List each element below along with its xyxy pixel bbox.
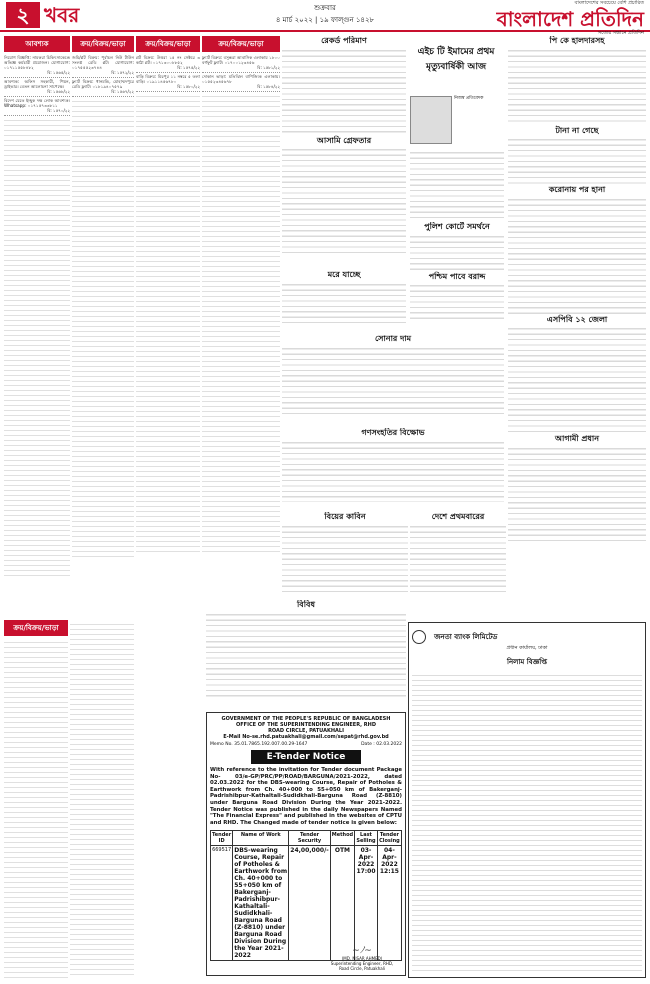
notice-body [412,671,642,971]
news-article [410,222,504,330]
signature-block [327,943,397,971]
news-article [282,270,406,330]
headline: করোনায় পর হানা [548,185,606,195]
brand-name: বাংলাদেশ প্রতিদিন [496,7,644,31]
classified-text-block [4,638,68,978]
signature-mark: ~ﾉ~ [352,946,372,956]
classified-ad: বিদেশ যেতে ইচ্ছুক দক্ষ লোক আবশ্যক। Whatsapp: ০১৭১৫৭৩৩৮১১ বি: ১৫৭০/২২ [4,97,70,116]
headline: দেশে প্রথমবারের [431,512,485,521]
work-name: DBS-wearing Course, Repair of Potholes & Earthwork from Ch. 40+000 to 55+050 km of Bakerganj-Padrishibpur-Kathaltali-Sudidkhali-Barguna Road (Z-8810) under Barguna Road Division During the Year 2021-2022 [234,847,288,960]
body-text [282,145,406,255]
tender-closing: 04-Apr-2022 12:15 [377,846,401,961]
body-text [282,522,408,592]
signature-name: (MD. NISAR AHMED) [341,956,383,961]
body-text [508,46,646,126]
column-header: Tender ID [212,832,232,845]
classified-column-c [136,36,200,616]
portrait-image [410,96,452,144]
tender-title: E-Tender Notice [251,750,361,764]
weekday: শুক্রবার [314,4,336,12]
headline: পশ্চিম পাবে বরাদ্দ [428,271,486,281]
body-text [410,522,506,592]
brand-tagline: বাংলাদেশের সবচেয়ে বেশি প্রচারিত [574,0,644,6]
body-text [206,610,406,700]
classified-header: ক্রয়/বিক্রয়/ভাড়া [4,620,68,636]
email-line: E-Mail No-se.rhd.patuakhali@gmail.com/sepat@rhd.gov.bd [223,734,389,740]
bank-auction-notice [408,622,646,978]
column-header: Name of Work [233,831,289,846]
classified-ad: বাড়ি বিক্রয়: মিরপুর ১১ নম্বরে ৫ তলা বাড়ি। ০১৯১১৪৫৬৭৮০ বি: ১৫৮০/২২ [136,73,200,92]
memo-number: Memo No. 35.01.7865.192.007.00.29-1647 [210,742,308,747]
classified-lower-col [70,620,134,980]
body-text [282,280,406,324]
gov-line: GOVERNMENT OF THE PEOPLE'S REPUBLIC OF BANGLADESH [221,716,391,722]
hero-headline: এইচ টি ইমামের প্রথম মৃত্যুবার্ষিকী আজ [417,47,495,72]
notice-title: নিলাম বিজ্ঞপ্তি [506,658,548,666]
headline: মরে যাচ্ছে [327,270,361,279]
memo-date: Date : 02.03.2022 [361,742,402,747]
date: ৪ মার্চ ২০২২ | ১৯ ফাল্গুন ১৪২৮ [275,16,375,24]
news-hero-body [410,148,504,218]
headline: পি কে হালদারসহ [549,36,605,45]
headline: আগামী প্রধান [555,434,599,444]
classified-ad: প্লট বিক্রয়: উত্তরা ১৫ নং সেক্টরে ৩ কাঠা প্লট। ০১৭১৩০০৮৮৫২ বি: ১৫৭৫/২২ [136,54,200,73]
news-article [282,428,504,508]
column-header: Last Selling [356,832,376,845]
classified-column-a [4,36,70,616]
portrait-caption [454,96,504,101]
news-obits [206,600,406,710]
masthead [0,0,650,36]
classified-text-block [136,92,200,552]
body-text [508,444,646,544]
bank-logo-icon [412,630,426,644]
column-header: Tender Security [289,831,331,846]
classified-ad: জমি/প্লট বিক্রয়: পূর্বাচল নিউ টাউন সংলগ্ন রেডি প্লট। যোগাযোগ: ০১৭৫৫৫২৩৭৪৪ বি: ১৫৭২/২২ [72,54,134,78]
news-article [282,512,408,598]
headline: গণসংহতির বিক্ষোভ [361,428,425,437]
body-text [282,46,406,136]
headline: বিবিধ [297,600,315,609]
news-right-column [508,36,646,596]
gov-line: ROAD CIRCLE, PATUAKHALI [268,728,344,734]
classified-header: ক্রয়/বিক্রয়/ভাড়া [202,36,280,52]
tender-id: 669517 [211,846,233,961]
classified-ad: নিয়োগ বিজ্ঞপ্তি: নামকরা চিকিৎসাকেন্দ্রে অভিজ্ঞ কর্মচারী প্রয়োজন। যোগাযোগ: ০১৭১১৫৫৮৪৮২ বি: ১৫৬৫/২২ [4,54,70,78]
classified-ad: ফ্ল্যাট বিক্রয়: বসুন্ধরা আবাসিক এলাকায় ১৮০০ বর্গফুট ফ্ল্যাট। ০১৭০০১২৩৪৫৬ বি: ১৫৮১/২২ [202,54,280,73]
gov-line: OFFICE OF THE SUPERINTENDING ENGINEER, RHD [236,722,376,728]
bank-subtitle: প্রধান কার্যালয়, ঢাকা [506,645,548,651]
classified-column-b [72,36,134,616]
caption-byline: নিজস্ব প্রতিবেদক [454,96,484,101]
headline: রেকর্ড পরিমাণ [321,36,367,45]
memo-line [210,742,402,747]
classified-ad: দোকান ভাড়া: মতিঝিল বাণিজ্যিক এলাকায়। ০১৫৫২৩৪৫৬৭৮ বি: ১৫৮৪/২২ [202,73,280,92]
body-text [282,344,504,418]
body-text [282,438,504,502]
classified-ad: ফ্ল্যাট বিক্রয়: ধানমন্ডি, মোহাম্মদপুরে রেডি ফ্ল্যাট। ০১৮১৯৪০৭৫৭৯ বি: ১৫৬৭/২২ [72,78,134,97]
brand [497,0,644,38]
headline: সোনার দাম [374,334,412,343]
news-record [282,36,406,264]
body-text [410,281,504,321]
headline: এসপিবি ১২ জেলা [546,314,608,324]
body-text [508,195,646,315]
classified-header: আবশ্যক [4,36,70,52]
classified-text-block [4,116,70,576]
page-number: ২ [6,2,40,28]
e-tender-notice [206,712,406,976]
classified-column-d [202,36,280,616]
body-text [508,135,646,185]
section-title: খবর [44,3,80,27]
news-article [410,512,506,598]
classified-text-block [202,92,280,552]
classified-lower-col [4,620,68,980]
body-text [410,148,504,218]
column-header: Tender Closing [379,832,400,845]
body-text [508,324,646,434]
tender-table [210,830,402,961]
brand-subtitle: সত্যের সন্ধানে প্রতিদিন [597,30,644,36]
classified-header: ক্রয়/বিক্রয়/ভাড়া [136,36,200,52]
classified-text-block [70,620,134,976]
headline: টানা না গেছে [555,125,599,135]
headline: বিয়ের কাবিন [324,512,366,521]
tender-body: With reference to the invitation for Tender document Package No- 03/e-GP/PRC/PP/ROAD/BARGUNA/2021-2022, dated 02.03.2022 for the DBS-wearing Course, Repair of Potholes & Earthwork from Ch. 40+000 to 55+050 km of Bakerganj-Padrishibpur-Kathaltali-Sudidkhali-Barguna Road (Z-8810) under Barguna Road Division During the Year 2021-2022. Tender Notice was published in the daily Newspapers Named "The Financial Express" and published in the websites of CPTU and RHD. The Changed made of tender notice is given below: [210,767,402,826]
dateline [200,2,450,26]
notice-header [412,626,642,645]
classified-lower [4,620,134,980]
tender-security: 24,00,000/- [289,846,331,961]
classified-header: ক্রয়/বিক্রয়/ভাড়া [72,36,134,52]
table-header-row [211,831,402,846]
body-text [410,232,504,272]
tender-method: OTM [330,846,354,961]
news-article [282,334,504,424]
classified-ad: আবশ্যক: অফিস সহকারী, পিয়ন, ড্রাইভার। বেতন আলোচনা সাপেক্ষে। বি: ১৫৬৮/২২ [4,78,70,97]
last-selling: 03-Apr-2022 17:00 [355,846,378,961]
classified-text-block [72,97,134,557]
headline: পুলিশ কোর্টে সমর্থনে [424,222,490,231]
column-header: Method [330,831,354,846]
signature-title: Superintending Engineer, RHD, Road Circle, Patuakhali [330,961,394,971]
bank-name: জনতা ব্যাংক লিমিটেড [434,632,498,641]
headline: আসামি গ্রেফতার [316,135,372,145]
